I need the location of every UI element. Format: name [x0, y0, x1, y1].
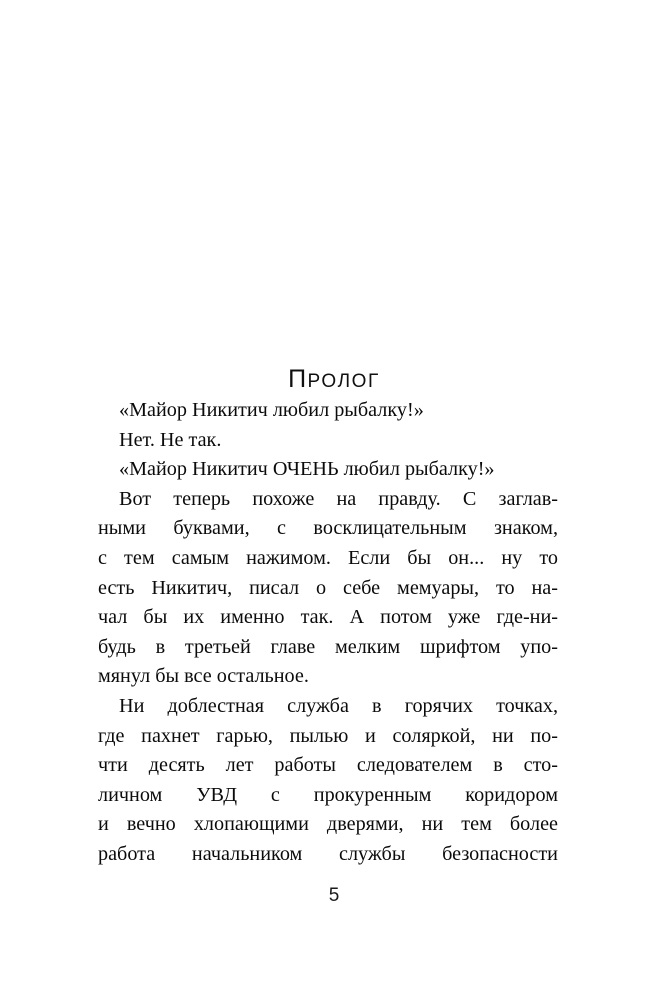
page-title-remaining-letters: РОЛОГ: [307, 371, 380, 393]
text-line: где пахнет гарью, пылью и соляркой, ни по-: [98, 724, 558, 747]
text-line: будь в третьей главе мелким шрифтом упо-: [98, 635, 558, 658]
page-number: 5: [328, 885, 340, 906]
text-line: Вот теперь похоже на правду. С заглав-: [119, 487, 558, 510]
page-title: [0, 363, 668, 395]
text-line: ными буквами, с восклицательным знаком,: [98, 517, 558, 540]
text-line: есть Никитич, писал о себе мемуары, то на-: [98, 576, 558, 599]
body-text-block: [98, 396, 558, 870]
paragraph: [98, 426, 558, 456]
text-line: с тем самым нажимом. Если бы он... ну то: [98, 546, 558, 569]
paragraph: [98, 692, 558, 870]
text-line: работа начальником службы безопасности: [98, 842, 558, 865]
text-line: мянул бы все остальное.: [98, 665, 309, 688]
page-title-first-letter: П: [288, 365, 308, 394]
paragraph: [98, 485, 558, 692]
text-line: «Майор Никитич ОЧЕНЬ любил рыбалку!»: [119, 458, 495, 481]
text-line: чти десять лет работы следователем в сто-: [98, 754, 558, 777]
text-line: «Майор Никитич любил рыбалку!»: [119, 399, 424, 421]
text-line: и вечно хлопающими дверями, ни тем более: [98, 813, 558, 836]
text-line: личном УВД с прокуренным коридором: [98, 783, 558, 806]
paragraph: [98, 455, 558, 485]
text-line: Нет. Не так.: [119, 428, 222, 451]
paragraph: [98, 396, 558, 426]
text-line: чал бы их именно так. А потом уже где-ни-: [98, 606, 558, 629]
text-line: Ни доблестная служба в горячих точках,: [119, 694, 558, 717]
